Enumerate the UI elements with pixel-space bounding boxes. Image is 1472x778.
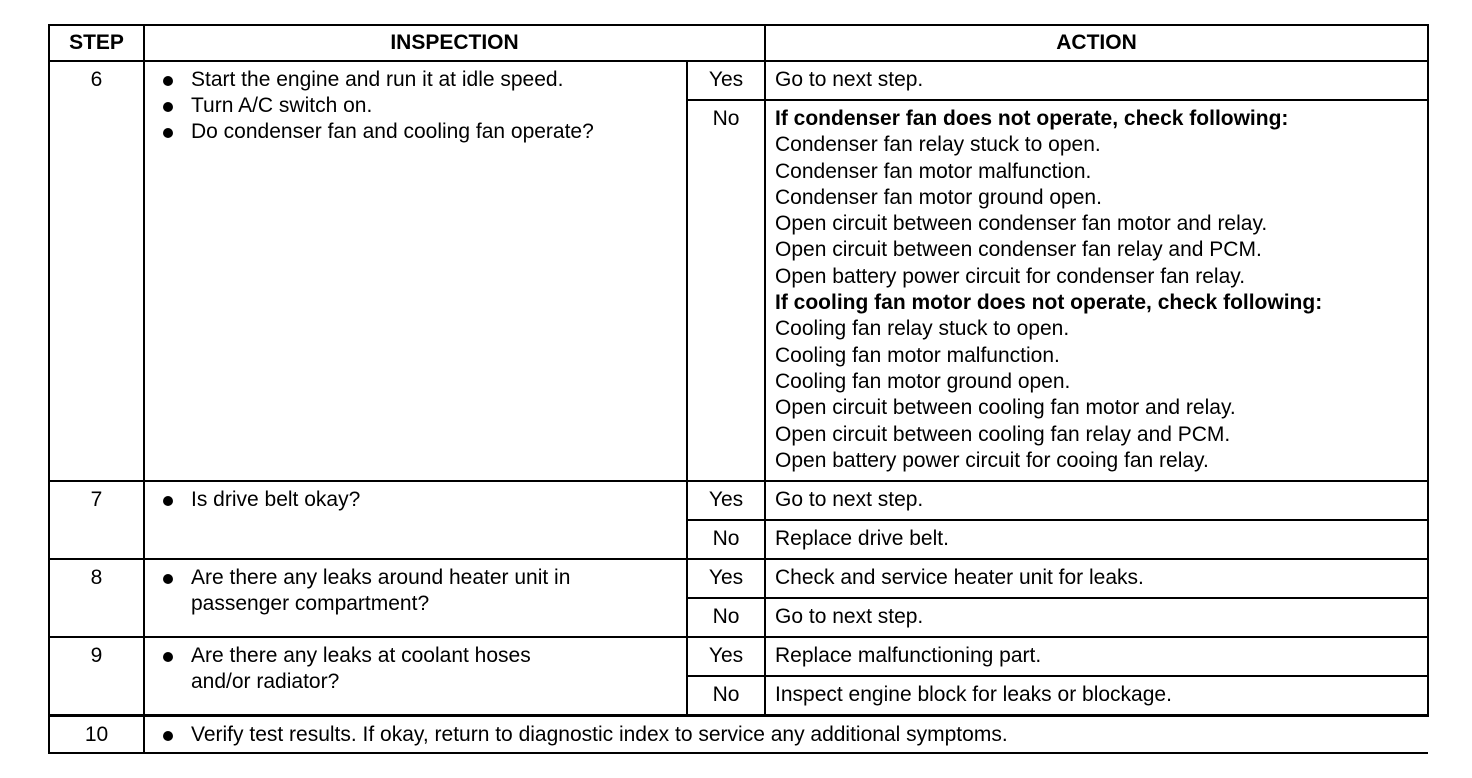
inspection-cell [144,715,1428,753]
no-action: Inspect engine block for leaks or blockage. [765,676,1428,715]
step-number: 6 [49,61,144,481]
no-label: No [687,598,765,637]
yes-action: Go to next step. [765,481,1428,520]
action-line: Open circuit between condenser fan relay and PCM. [775,238,1262,262]
step-number: 9 [49,637,144,715]
no-action: Replace drive belt. [765,520,1428,559]
no-label: No [687,676,765,715]
list-item: Start the engine and run it at idle speed. [163,67,678,93]
no-action: Go to next step. [765,598,1428,637]
action-line: Open battery power circuit for cooing fan relay. [775,448,1209,472]
table-row [49,559,1428,598]
yes-label: Yes [687,559,765,598]
bullet-icon [163,102,173,112]
bullet-icon [163,731,173,741]
step-number: 8 [49,559,144,637]
list-item: Do condenser fan and cooling fan operate? [163,119,678,145]
step-number: 10 [49,715,144,753]
yes-action: Go to next step. [765,61,1428,100]
list-item: Turn A/C switch on. [163,93,678,119]
action-line: Condenser fan motor ground open. [775,185,1102,209]
yes-action: Replace malfunctioning part. [765,637,1428,676]
yes-label: Yes [687,61,765,100]
list-item: Is drive belt okay? [163,487,678,513]
action-line: Cooling fan motor malfunction. [775,343,1060,367]
no-action [765,100,1428,481]
table-row [49,481,1428,520]
action-line: Open battery power circuit for condenser fan relay. [775,264,1246,288]
inspection-cell [144,637,687,715]
step-number: 7 [49,481,144,559]
action-line: Cooling fan relay stuck to open. [775,317,1070,341]
bullet-icon [163,496,173,506]
action-line: Condenser fan motor malfunction. [775,159,1092,183]
header-row [49,25,1428,61]
table-row [49,637,1428,676]
action-heading: If condenser fan does not operate, check following: [775,107,1289,130]
header-action: ACTION [765,25,1428,61]
inspection-cell [144,559,687,637]
yes-action: Check and service heater unit for leaks. [765,559,1428,598]
bullet-icon [163,76,173,86]
list-item: Verify test results. If okay, return to diagnostic index to service any additional symptoms. [163,722,1420,748]
bullet-icon [163,128,173,138]
diagnostic-table [48,24,1429,754]
bullet-icon [163,652,173,662]
no-label: No [687,520,765,559]
yes-label: Yes [687,481,765,520]
inspection-cell [144,481,687,559]
table-row [49,61,1428,100]
action-heading: If cooling fan motor does not operate, check following: [775,291,1323,315]
action-line: Condenser fan relay stuck to open. [775,133,1101,157]
list-item: Are there any leaks around heater unit in passenger compartment? [163,565,678,617]
header-step: STEP [49,25,144,61]
bullet-icon [163,574,173,584]
action-line: Open circuit between cooling fan relay and PCM. [775,422,1231,446]
action-line: Open circuit between condenser fan motor and relay. [775,212,1268,236]
header-inspection: INSPECTION [144,25,765,61]
action-line: Open circuit between cooling fan motor and relay. [775,396,1236,420]
inspection-cell [144,61,687,481]
list-item: Are there any leaks at coolant hoses and/or radiator? [163,643,678,695]
no-label: No [687,100,765,481]
table-row [49,715,1428,753]
diagnostic-table-container [48,24,1427,754]
action-line: Cooling fan motor ground open. [775,369,1071,393]
yes-label: Yes [687,637,765,676]
